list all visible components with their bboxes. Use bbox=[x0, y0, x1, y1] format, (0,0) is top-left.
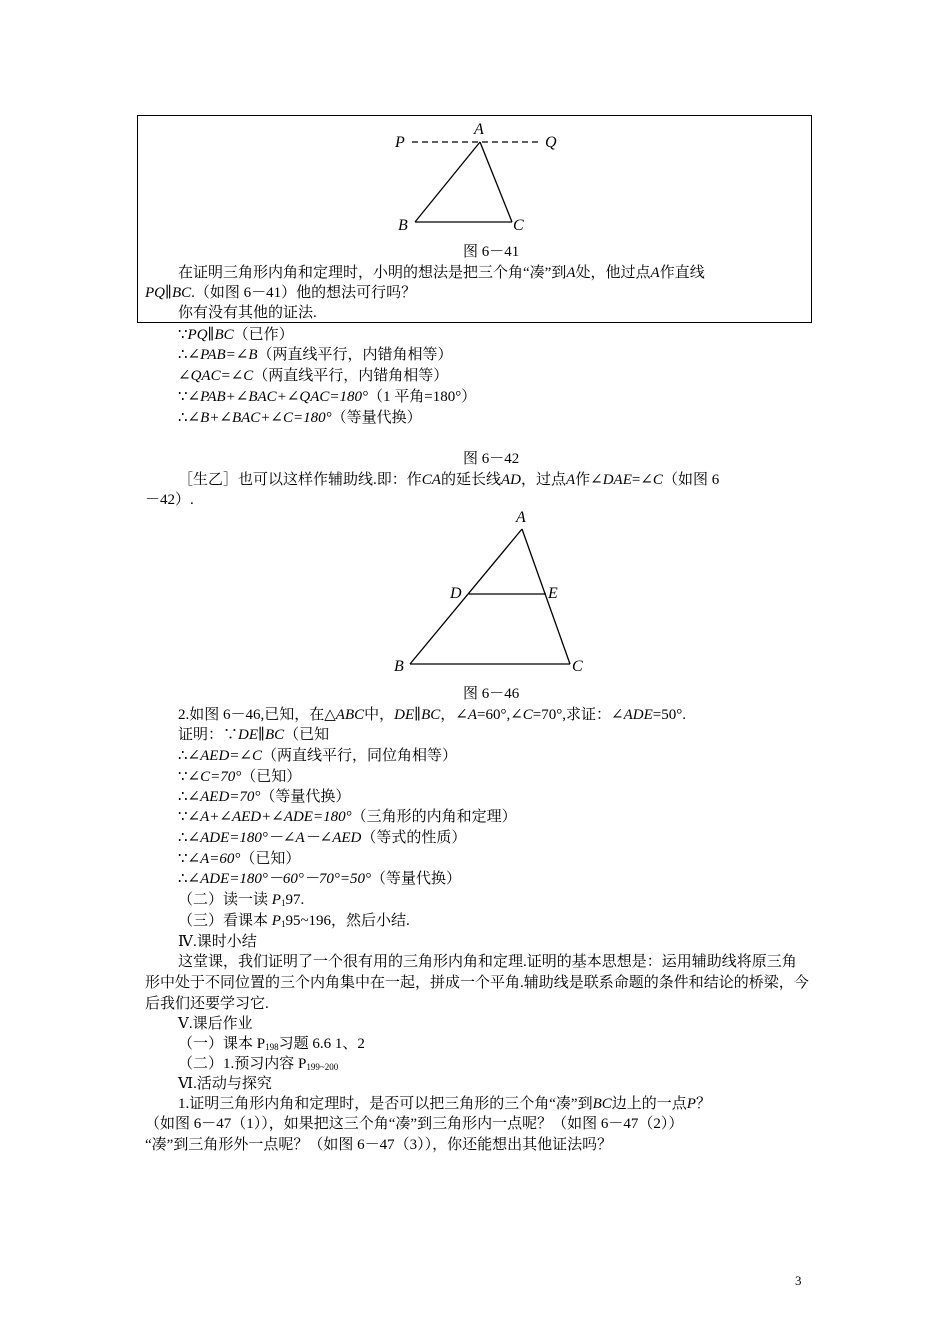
question-2: 2.如图 6－46,已知，在△ABC中，DE∥BC，∠A=60°,∠C=70°,求证：∠ADE=50°. bbox=[178, 707, 686, 723]
explore-line-2: （如图 6－47（1）），如果把这三个角“凑”到三角形内一点呢？（如图 6－47（2）） bbox=[145, 1116, 684, 1132]
proof2-line-2: ∴∠AED=∠C（两直线平行，同位角相等） bbox=[178, 748, 457, 764]
proof2-line-4: ∴∠AED=70°（等量代换） bbox=[178, 789, 351, 805]
proof2-line-1: 证明：∵DE∥BC（已知 bbox=[178, 727, 330, 743]
label-c: C bbox=[572, 658, 583, 675]
box-paragraph-1: 在证明三角形内角和定理时，小明的想法是把三个角“凑”到A处，他过点A作直线 bbox=[178, 265, 705, 281]
homework-line-2: （二）1.预习内容 $P_{199\sim 200}$ bbox=[178, 1056, 339, 1072]
side-ab bbox=[410, 529, 522, 664]
explore-heading: Ⅵ.活动与探究 bbox=[178, 1076, 272, 1092]
label-q: Q bbox=[545, 134, 557, 151]
explore-line-1: 1.证明三角形内角和定理时，是否可以把三角形的三个角“凑”到BC边上的一点P？ bbox=[178, 1096, 711, 1112]
sheng-paragraph: ［生乙］也可以这样作辅助线.即：作CA的延长线AD，过点A作∠DAE=∠C（如图 6 bbox=[178, 472, 720, 488]
proof2-line-8: ∴∠ADE=180°－60°－70°=50°（等量代换） bbox=[178, 871, 462, 887]
label-a: A bbox=[474, 121, 484, 138]
proof1-line-4: ∵∠PAB+∠BAC+∠QAC=180°（1 平角=180°） bbox=[178, 389, 477, 405]
proof2-line-6: ∴∠ADE=180°－∠A－∠AED（等式的性质） bbox=[178, 830, 467, 846]
proof1-line-2: ∴∠PAB=∠B（两直线平行，内错角相等） bbox=[178, 347, 453, 363]
read-line: （二）读一读 $P_197$. bbox=[178, 892, 305, 908]
proof1-line-1: ∵PQ∥BC（已作） bbox=[178, 327, 294, 343]
proof2-line-5: ∵∠A+∠AED+∠ADE=180°（三角形的内角和定理） bbox=[178, 809, 517, 825]
caption-6-41: 图 6－41 bbox=[463, 244, 520, 260]
label-e: E bbox=[548, 585, 558, 602]
sheng-paragraph-cont: －42）. bbox=[145, 492, 194, 508]
summary-heading: Ⅳ.课时小结 bbox=[178, 934, 257, 950]
proof1-line-3: ∠QAC=∠C（两直线平行，内错角相等） bbox=[178, 368, 449, 384]
box-paragraph-2: 你有没有其他的证法. bbox=[178, 305, 317, 321]
label-a: A bbox=[516, 509, 526, 526]
homework-line-1: （一）课本 $P_{198}$习题 6.6 1、2 bbox=[178, 1036, 365, 1052]
proof2-line-3: ∵∠C=70°（已知） bbox=[178, 769, 302, 785]
side-ac bbox=[522, 529, 570, 664]
label-b: B bbox=[398, 217, 408, 234]
see-line: （三）看课本 $P_195\sim 196$，然后小结. bbox=[178, 913, 410, 929]
figure-6-41 bbox=[385, 118, 570, 236]
proof1-line-5: ∴∠B+∠BAC+∠C=180°（等量代换） bbox=[178, 410, 422, 426]
caption-6-42: 图 6－42 bbox=[463, 451, 520, 467]
label-d: D bbox=[450, 585, 462, 602]
summary-body: 这堂课，我们证明了一个很有用的三角形内角和定理.证明的基本思想是：运用辅助线将原三角形中处于不同位置的三个内角集中在一起，拼成一个平角.辅助线是联系命题的条件和结论的桥梁，今后我们还要学习它. bbox=[145, 954, 809, 1012]
figure-6-46 bbox=[390, 508, 590, 680]
label-p: P bbox=[395, 134, 405, 151]
explore-line-3: “凑”到三角形外一点呢？（如图 6－47（3）），你还能想出其他证法吗？ bbox=[145, 1137, 613, 1153]
box-paragraph-1-cont: PQ∥BC.（如图 6－41）他的想法可行吗？ bbox=[145, 285, 417, 301]
caption-6-46: 图 6－46 bbox=[463, 686, 520, 702]
side-ab bbox=[415, 142, 480, 222]
proof2-line-7: ∵∠A=60°（已知） bbox=[178, 851, 301, 867]
label-c: C bbox=[513, 217, 524, 234]
page-number: 3 bbox=[795, 1273, 802, 1288]
side-ac bbox=[480, 142, 512, 222]
label-b: B bbox=[394, 658, 404, 675]
homework-heading: Ⅴ.课后作业 bbox=[178, 1016, 253, 1032]
